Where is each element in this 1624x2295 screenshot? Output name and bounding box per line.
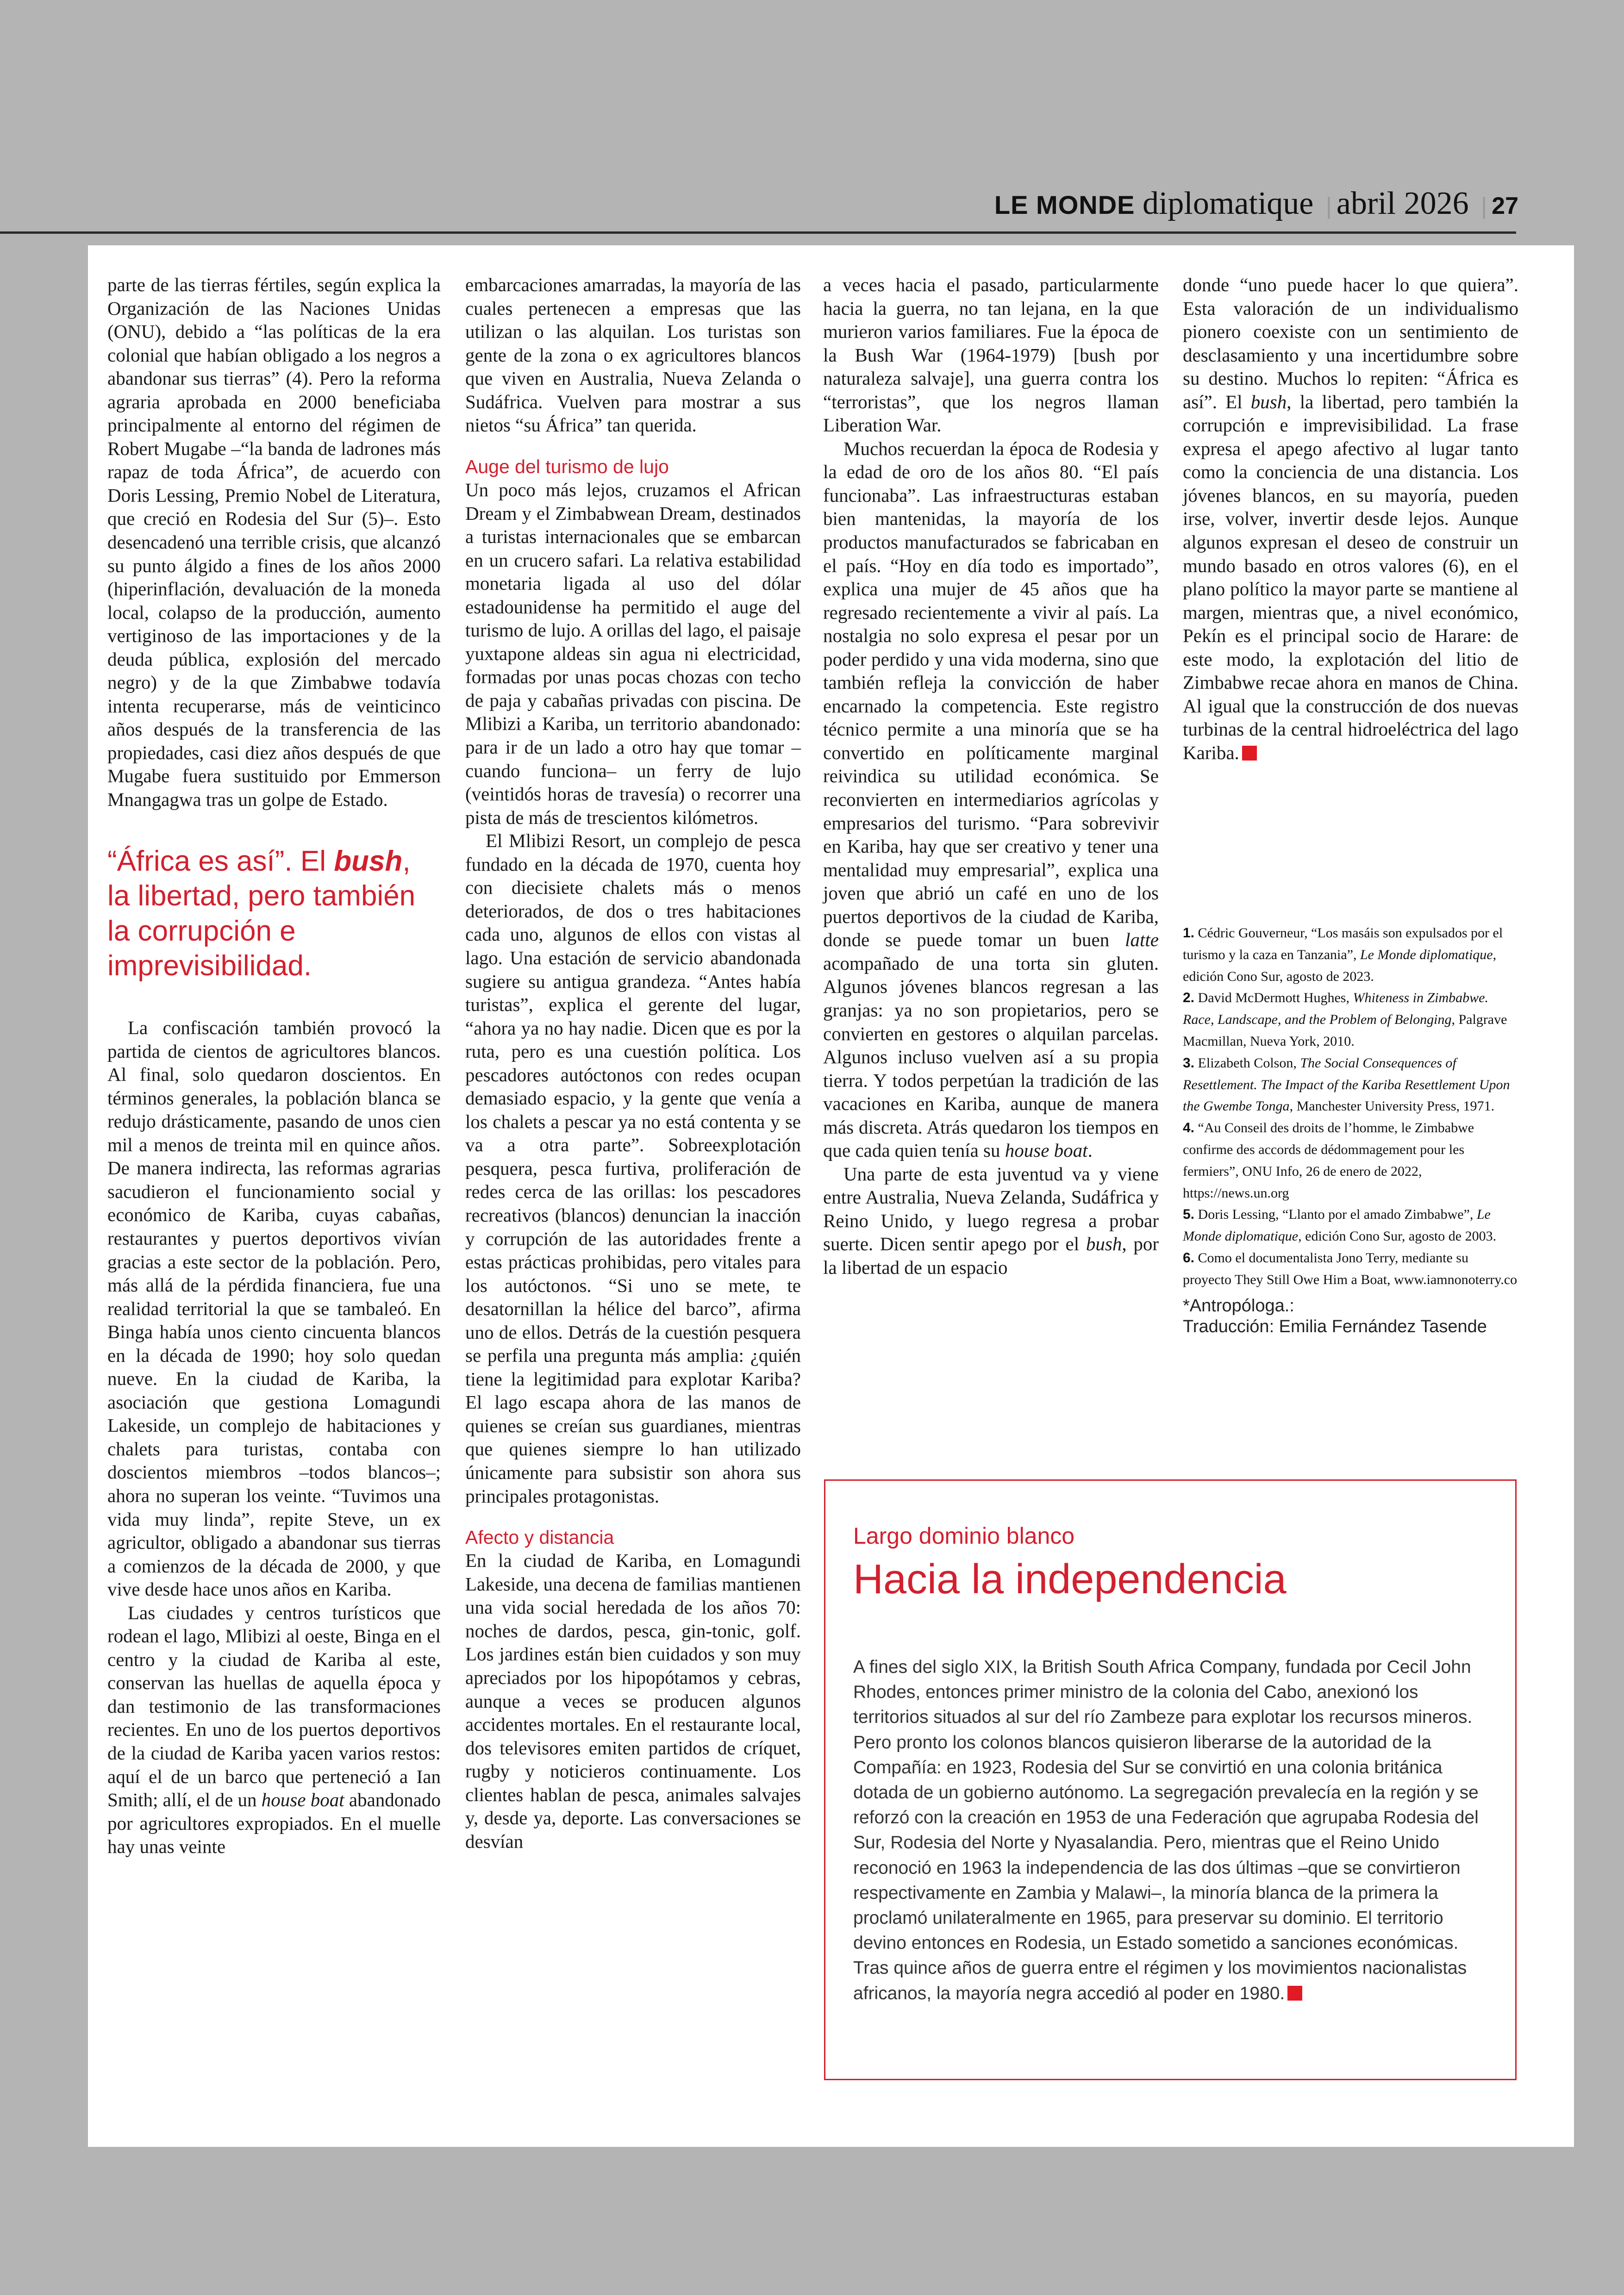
italic-term: Whiteness in Zimbabwe. Race, Landscape, and the Problem of Belonging xyxy=(1183,990,1488,1028)
footnote xyxy=(1183,923,1518,987)
column-3 xyxy=(823,273,1159,1279)
footnote xyxy=(1183,1247,1518,1291)
brand-name-2: diplomatique xyxy=(1142,186,1314,221)
brand-name: LE MONDE xyxy=(994,190,1135,219)
text-run: Doris Lessing, “Llanto por el amado Zimbabwe”, xyxy=(1194,1207,1477,1222)
footnote-number: 6. xyxy=(1183,1250,1195,1266)
paragraph xyxy=(823,437,1159,1162)
italic-term: bush xyxy=(1086,1233,1122,1255)
text-run: Las ciudades y centros turísticos que rodean el lago, Mlibizi al oeste, Binga en el centro y la ciudad de Kariba al este, conservan las huellas de aquella época y dan testimonio de las transformaciones recientes. En uno de los puertos deportivos de la ciudad de Kariba yacen varios restos: aquí el de un barco que perteneció a Ian Smith; allí, el de un xyxy=(107,1602,441,1811)
text-run: “Au Conseil des droits de l’homme, le Zimbabwe confirme des accords de dédommagement pour les fermiers”, ONU Info, 26 de enero de 2022, https://news.un.org xyxy=(1183,1120,1474,1201)
text-run: , edición Cono Sur, agosto de 2023. xyxy=(1183,947,1497,984)
red-square-icon xyxy=(1287,1986,1302,2001)
paragraph: a veces hacia el pasado, particularmente hacia la guerra, no tan lejana, en la que murieron varios familiares. Fue la época de la Bush War (1964-1979) [bush por naturaleza salvaje], una guerra contra los “terroristas”, que los negros llaman Liberation War. xyxy=(823,274,1159,436)
paragraph: La confiscación también provocó la partida de cientos de agricultores blancos. Al final, solo quedaron doscientos. En términos generales, la población blanca se redujo drásticamente, pasando de unos cien mil a menos de treinta mil en quince años. De manera indirecta, las reformas agrarias sacudieron el funcionamiento social y económico de Kariba, cuyas cabañas, restaurantes y puertos deportivos vivían gracias a este sector de la población. Pero, más allá de la pérdida financiera, fue una realidad territorial la que se tambaleó. En Binga había unos ciento cincuenta blancos en la década de 1990; hoy solo quedan nueve. En la ciudad de Kariba, la asociación que gestiona Lomagundi Lakeside, un complejo de habitaciones y chalets para turistas, contaba con doscientos miembros –todos blancos–; ahora no superan los veinte. “Tuvimos una vida muy linda”, repite Steve, un ex agricultor, obligado a abandonar sus tierras a comienzos de la década de 2000, y que vive desde hace unos años en Kariba. xyxy=(107,1017,441,1600)
italic-term: Le Monde diplomatique xyxy=(1183,1207,1491,1244)
footnotes xyxy=(1183,923,1518,1338)
issue-date: abril 2026 xyxy=(1336,186,1469,221)
paragraph: parte de las tierras fértiles, según explica la Organización de las Naciones Unidas (ONU), debido a “las políticas de la era colonial que habían obligado a los negros a abandonar sus tierras” (4). Pero la reforma agraria aprobada en 2000 beneficiaba principalmente al entorno del régimen de Robert Mugabe –“la banda de ladrones más rapaz de toda África”, de acuerdo con Doris Lessing, Premio Nobel de Literatura, que creció en Rodesia del Sur (5)–. Esto desencadenó una terrible crisis, que alcanzó su punto álgido a fines de los años 2000 (hiperinflación, devaluación de la moneda local, colapso de la producción, aumento vertiginoso de las importaciones y de la deuda pública, explosión del mercado negro) y de la que Zimbabwe todavía intenta recuperarse, más de veinticinco años después de la transferencia de las propiedades, casi diez años después de que Mugabe fuera sustituido por Emmerson Mnangagwa tras un golpe de Estado. xyxy=(107,274,441,811)
paragraph: En la ciudad de Kariba, en Lomagundi Lakeside, una decena de familias mantienen una vida social heredada de los años 70: noches de dardos, pesca, gin-tonic, golf. Los jardines están bien cuidados y son muy apreciados por los hipopótamos y cebras, aunque a veces se producen algunos accidentes mortales. En el restaurante local, dos televisores emiten partidos de críquet, rugby y noticieros continuamente. Los clientes hablan de pesca, animales salvajes y, desde ya, deporte. Las conversaciones se desvían xyxy=(465,1550,801,1852)
page-header xyxy=(0,181,1624,232)
italic-term: house boat xyxy=(261,1789,344,1811)
separator: | xyxy=(1325,193,1332,219)
paragraph: embarcaciones amarradas, la mayoría de las cuales pertenecen a empresas que las utilizan o las alquilan. Los turistas son gente de la zona o ex agricultores blancos que viven en Australia, Nueva Zelanda o Sudáfrica. Vuelven para mostrar a sus nietos “su África” tan querida. xyxy=(465,274,801,436)
text-run: acompañado de una torta sin gluten. Algunos jóvenes blancos regresan a las granjas: ya no son propietarios, pero se convierten en gestores o alquilan parcelas. Algunos incluso vuelven así a su propia tierra. Y todos perpetúan la tradición de las vacaciones en Kariba, aunque de manera más discreta. Atrás quedaron los tiempos en que cada quien tenía su xyxy=(823,952,1159,1161)
text-run: Como el documentalista Jono Terry, mediante su proyecto They Still Owe Him a Boat, www.iamnonoterry.co xyxy=(1183,1250,1518,1287)
header-rule xyxy=(0,231,1516,234)
paragraph xyxy=(1183,273,1518,764)
footnote-number: 3. xyxy=(1183,1055,1195,1071)
text-run: A fines del siglo XIX, la British South Africa Company, fundada por Cecil John Rhodes, entonces primer ministro de la colonia del Cabo, anexionó los territorios situados al sur del río Zambeze para explotar los recursos mineros. Pero pronto los colonos blancos quisieron liberarse de la autoridad de la Compañía: en 1923, Rodesia del Sur se convirtió en una colonia británica dotada de un gobierno autónomo. La segregación prevalecía en la región y se reforzó con la creación en 1953 de una Federación que agrupaba Rodesia del Sur, Rodesia del Norte y Nyasalandia. Pero, mientras que el Reino Unido reconoció en 1963 la independencia de las dos últimas –que se convirtieron respectivamente en Zambia y Malawi–, la minoría blanca de la primera la proclamó unilateralmente en 1965, para preservar su dominio. El territorio devino entonces en Rodesia, un Estado sometido a sanciones económicas. Tras quince años de guerra entre el régimen y los movimientos nacionalistas africanos, la mayoría negra accedió al poder en 1980. xyxy=(853,1657,1479,2003)
footnote xyxy=(1183,987,1518,1052)
text-run: , Manchester University Press, 1971. xyxy=(1289,1098,1494,1114)
pull-quote xyxy=(107,844,441,984)
italic-term: bush xyxy=(1250,391,1287,412)
text-run: Elizabeth Colson, xyxy=(1194,1055,1300,1071)
footnote xyxy=(1183,1053,1518,1117)
separator: | xyxy=(1481,193,1487,219)
footnote-number: 1. xyxy=(1183,925,1195,941)
text-run: David McDermott Hughes, xyxy=(1194,990,1353,1006)
red-square-icon xyxy=(1242,746,1257,761)
footnote xyxy=(1183,1204,1518,1247)
column-1 xyxy=(107,273,441,1858)
italic-term: house boat xyxy=(1005,1140,1088,1161)
author-credit xyxy=(1183,1296,1518,1338)
text-run: , la libertad, pero también la corrupción e imprevisibilidad. La frase expresa el apego afectivo al lugar tanto como la conciencia de una distancia. Los jóvenes blancos, en su mayoría, pueden irse, volver, invertir desde lejos. Aunque algunos expresan el deseo de construir un mundo basado en otros valores (6), en el plano político la mayor parte se mantiene al margen, mientras que, a nivel económico, Pekín es el principal socio de Harare: de este modo, la explotación del litio de Zimbabwe recae ahora en manos de China. Al igual que la construcción de dos nuevas turbinas de la central hidroeléctrica del lago Kariba. xyxy=(1183,391,1518,763)
text-run: abandonado por agricultores expropiados. En el muelle hay unas veinte xyxy=(107,1789,441,1858)
text-run: donde “uno puede hacer lo que quiera”. Esta valoración de un individualismo pionero coexiste con un sentimiento de desclasamiento y una incertidumbre sobre su destino. Muchos lo repiten: “África es así”. El xyxy=(1183,274,1518,412)
italic-term: latte xyxy=(1125,929,1159,951)
pull-quote-text: “África es así”. El xyxy=(107,845,334,877)
text-run: , Palgrave Macmillan, Nueva York, 2010. xyxy=(1183,1012,1507,1049)
footnote-number: 2. xyxy=(1183,990,1195,1006)
translation-credit: Traducción: Emilia Fernández Tasende xyxy=(1183,1317,1487,1337)
italic-term: The Social Consequences of Resettlement. The Impact of the Kariba Resettlement Upon the Gwembe Tonga xyxy=(1183,1055,1510,1114)
subheading: Afecto y distancia xyxy=(465,1527,614,1548)
paragraph xyxy=(107,1601,441,1858)
box-text xyxy=(853,1655,1498,2006)
text-run: Cédric Gouverneur, “Los masáis son expulsados por el turismo y la caza en Tanzania”, xyxy=(1183,925,1503,962)
sidebar-box xyxy=(824,1479,1517,2080)
column-2 xyxy=(465,273,801,1853)
column-4 xyxy=(1183,273,1518,764)
footnote-number: 4. xyxy=(1183,1120,1195,1136)
paragraph xyxy=(823,1162,1159,1279)
italic-term: Le Monde diplomatique xyxy=(1360,947,1493,962)
box-title: Hacia la independencia xyxy=(853,1556,1287,1603)
subheading: Auge del turismo de lujo xyxy=(465,455,669,477)
text-run: Muchos recuerdan la época de Rodesia y la edad de oro de los años 80. “El país funcionaba”. Las infraestructuras estaban bien mantenidas, la mayoría de los productos manufacturados se fabricaban en el país. “Hoy en día todo es importado”, explica una mujer de 45 años que ha regresado recientemente a vivir al país. La nostalgia no solo expresa el pesar por un poder perdido y una vida moderna, sino que también refleja la convicción de haber encarnado la competencia. Este registro técnico permite a una minoría que se ha convertido en políticamente marginal reivindica su utilidad económica. Se reconvierten en intermediarios agrícolas y empresarios del turismo. “Para sobrevivir en Kariba, hay que ser creativo y tener una mentalidad muy empresarial”, explica una joven que abrió un café en uno de los puertos deportivos de la ciudad de Kariba, donde se puede tomar un buen xyxy=(823,437,1159,951)
page-number: 27 xyxy=(1492,193,1518,219)
masthead xyxy=(994,185,1518,222)
box-kicker: Largo dominio blanco xyxy=(853,1523,1075,1549)
author-role: *Antropóloga.: xyxy=(1183,1296,1294,1316)
text-run: . xyxy=(1087,1140,1093,1161)
pull-quote-italic: bush xyxy=(334,845,403,877)
paragraph: Un poco más lejos, cruzamos el African Dream y el Zimbabwean Dream, destinados a turistas internacionales que se embarcan en un crucero safari. La relativa estabilidad monetaria ligada al uso del dólar estadounidense ha permitido el auge del turismo de lujo. A orillas del lago, el paisaje yuxtapone aldeas sin agua ni electricidad, formadas por unas pocas chozas con techo de paja y cabañas privadas con piscina. De Mlibizi a Kariba, un territorio abandonado: para ir de un lado a otro hay que tomar –cuando funciona– un ferry de lujo (veintidós horas de travesía) o recorrer una pista de más de trescientos kilómetros. xyxy=(465,479,801,828)
pull-quote-text: , la libertad, pero también la corrupción e imprevisibilidad. xyxy=(107,845,416,982)
footnote xyxy=(1183,1117,1518,1204)
footnote-number: 5. xyxy=(1183,1207,1195,1222)
paragraph: El Mlibizi Resort, un complejo de pesca fundado en la década de 1970, cuenta hoy con diecisiete chalets más o menos deteriorados, de dos o tres habitaciones cada uno, algunos de ellos con vistas al lago. Una estación de servicio abandonada sugiere su antigua grandeza. “Antes había turistas”, explica el gerente del lugar, “ahora ya no hay nadie. Dicen que es por la ruta, pero es una cuestión política. Los pescadores autóctonos con redes ocupan demasiado espacio, y la gente que venía a los chalets a pescar ya no está contenta y se va a otra parte”. Sobreexplotación pesquera, pesca furtiva, proliferación de redes cerca de las orillas: los pescadores recreativos (blancos) denuncian la inacción y corrupción de las autoridades frente a estas prácticas prohibidas, pero vitales para los autóctonos. “Si uno se mete, te desatornillan la hélice del barco”, afirma uno de ellos. Detrás de la cuestión pesquera se perfila una pregunta más amplia: ¿quién tiene la legitimidad para explotar Kariba? El lago escapa ahora de las manos de quienes se creían sus guardianes, mientras que quienes siempre lo han utilizado únicamente para subsistir son ahora sus principales protagonistas. xyxy=(465,830,801,1507)
text-run: , por la libertad de un espacio xyxy=(823,1233,1159,1278)
text-run: Una parte de esta juventud va y viene entre Australia, Nueva Zelanda, Sudáfrica y Reino Unido, y luego regresa a probar suerte. Dicen sentir apego por el xyxy=(823,1163,1159,1255)
text-run: , edición Cono Sur, agosto de 2003. xyxy=(1298,1229,1497,1244)
